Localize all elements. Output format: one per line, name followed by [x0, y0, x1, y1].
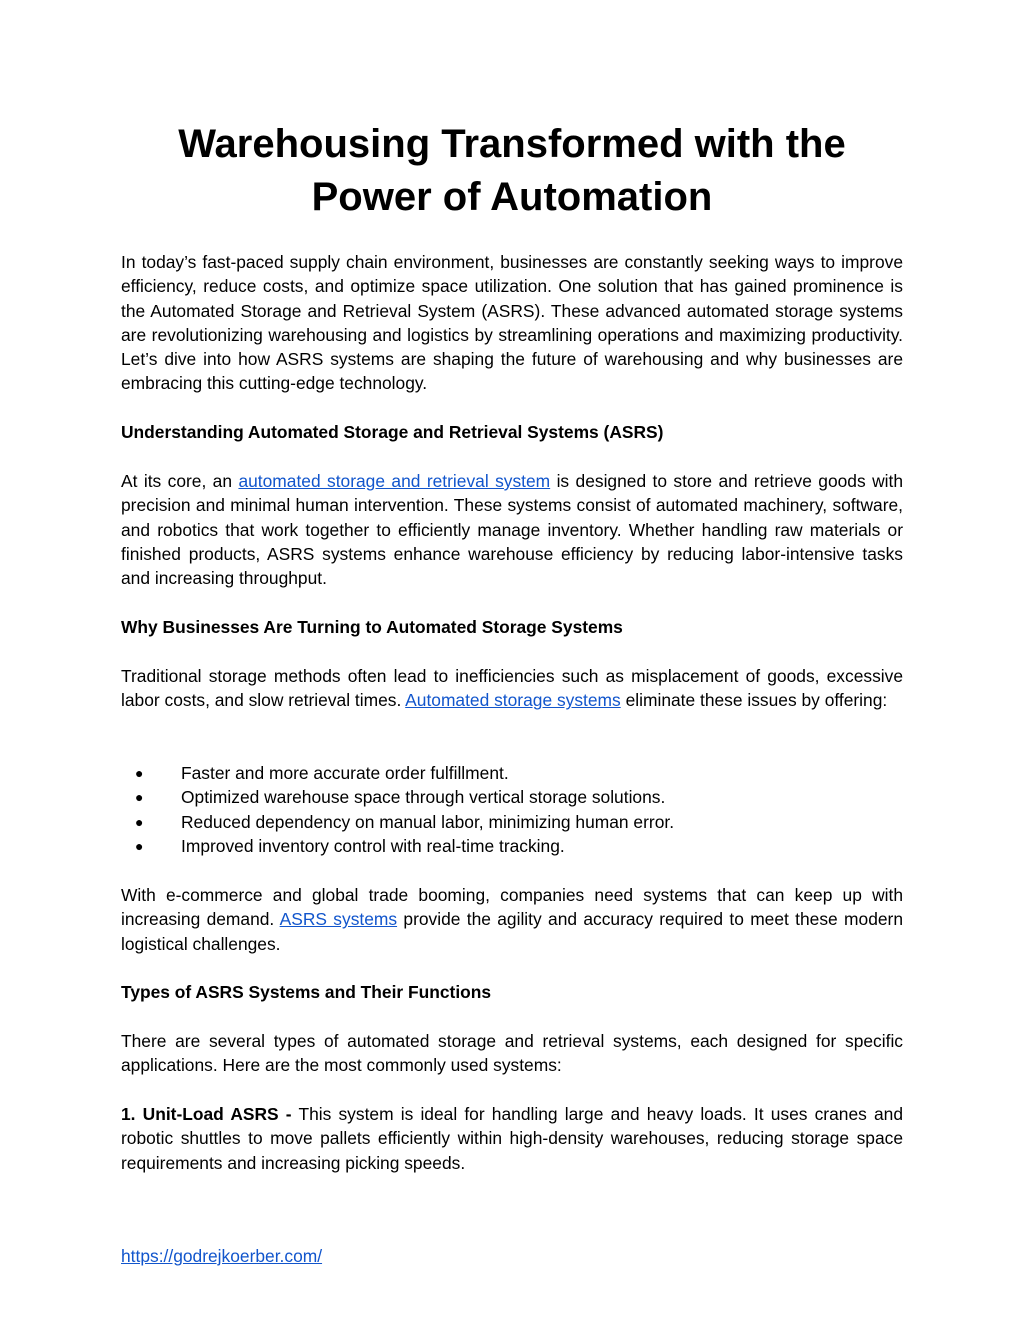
list-item [121, 810, 903, 834]
automated-storage-systems-link[interactable]: Automated storage systems [405, 690, 621, 711]
section-heading-types-of-asrs: Types of ASRS Systems and Their Functions [121, 982, 492, 1002]
asrs-link[interactable]: automated storage and retrieval system [238, 471, 551, 491]
asrs-systems-link[interactable]: ASRS systems [279, 909, 398, 930]
bullet-icon: ● [135, 789, 144, 806]
bullet-icon: ● [135, 837, 144, 854]
section2-text-after: eliminate these issues by offering: [620, 690, 888, 711]
unit-load-asrs-text: This system is ideal for handling large and heavy loads. It uses cranes and robotic shuttles to move pallets efficiently within high-density warehouses, reducing storage space requirements and increasing picking speeds. [121, 1104, 903, 1173]
section1-paragraph [121, 469, 903, 590]
section2-closing-paragraph [121, 883, 903, 956]
list-item [121, 834, 903, 858]
page-title: Warehousing Transformed with the Power of Automation [178, 122, 846, 219]
section-heading-understanding-asrs: Understanding Automated Storage and Retrieval Systems (ASRS) [121, 422, 664, 442]
bullet-icon: ● [135, 813, 144, 830]
list-item-text: Improved inventory control with real-time tracking. [181, 835, 565, 856]
list-item-text: Optimized warehouse space through vertical storage solutions. [181, 787, 666, 808]
benefits-list [121, 761, 903, 858]
list-item [121, 785, 903, 809]
unit-load-asrs-label: 1. Unit-Load ASRS - [121, 1104, 292, 1124]
section2-paragraph [121, 664, 903, 713]
section3-paragraph: There are several types of automated storage and retrieval systems, each designed for specific applications. Here are the most commonly used systems: [121, 1031, 903, 1076]
section1-text-before: At its core, an [121, 471, 239, 491]
section2-closing-after: provide the agility and accuracy required to meet these modern logistical challenges. [121, 909, 903, 954]
list-item [121, 761, 903, 785]
section-heading-why-businesses: Why Businesses Are Turning to Automated Storage Systems [121, 617, 623, 637]
footer-link[interactable]: https://godrejkoerber.com/ [121, 1246, 323, 1266]
section1-text-after: is designed to store and retrieve goods with precision and minimal human intervention. These systems consist of automated machinery, software, and robotics that work together to efficiently manage inventory. Whether handling raw materials or finished products, ASRS systems enhance warehouse efficiency by reducing labor-intensive tasks and increasing throughput. [121, 471, 903, 589]
section2-text-before: Traditional storage methods often lead to inefficiencies such as misplacement of goods, excessive labor costs, and slow retrieval times. [121, 666, 903, 711]
bullet-icon: ● [135, 765, 144, 781]
unit-load-asrs-paragraph [121, 1102, 903, 1175]
list-item-text: Reduced dependency on manual labor, minimizing human error. [181, 811, 675, 832]
intro-paragraph: In today’s fast-paced supply chain environment, businesses are constantly seeking ways to improve efficiency, reduce costs, and optimize space utilization. One solution that has gained prominence is the Automated Storage and Retrieval System (ASRS). These advanced automated storage systems are revolutionizing warehousing and logistics by streamlining operations and maximizing productivity. Let’s dive into how ASRS systems are shaping the future of warehousing and why businesses are embracing this cutting-edge technology. [121, 252, 903, 394]
list-item-text: Faster and more accurate order fulfillment. [181, 763, 509, 783]
section2-closing-before: With e-commerce and global trade booming, companies need systems that can keep up with increasing demand. [121, 885, 903, 930]
